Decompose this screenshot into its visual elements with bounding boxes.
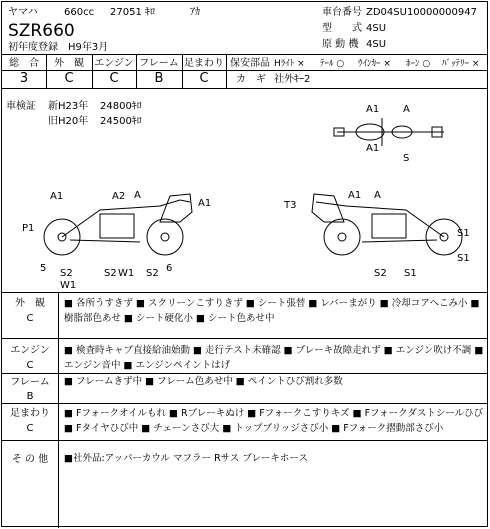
section-engine-label: エンジン xyxy=(10,345,50,356)
mark-left-a1b: A1 xyxy=(198,198,212,209)
grade-value-frame: B xyxy=(154,71,164,86)
part-headlight: Hﾗｲﾄ × xyxy=(274,59,305,69)
section-exterior-notes: ■ 各所うすきず ■ スクリーンこすりきず ■ シート張替 ■ レバーまがり ■ 冷却コアへこみ小 ■ 樹脂部色あせ ■ シート硬化小 ■ シート色あせ中 xyxy=(64,298,480,324)
mark-left-a: A xyxy=(134,190,141,201)
mark-left-a1: A1 xyxy=(50,191,64,202)
mileage: 27051 ｷﾛ xyxy=(110,7,155,18)
key-value: 社外ｷｰ2 xyxy=(274,74,311,85)
mark-left-5: 5 xyxy=(40,263,47,274)
mark-top-s: S xyxy=(403,153,410,164)
section-exterior-label: 外 観 xyxy=(15,298,45,309)
mark-left-s2: S2 xyxy=(60,268,73,279)
engine-label: 原 動 機 xyxy=(322,39,359,50)
mark-right-s1c: S1 xyxy=(404,268,417,279)
grade-value-suspension: C xyxy=(199,71,209,86)
mark-left-6: 6 xyxy=(166,263,173,274)
grade-header-suspension: 足まわり xyxy=(184,58,224,69)
mark-left-s2c: S2 xyxy=(146,268,159,279)
mark-left-w1b: W1 xyxy=(118,268,135,279)
inspection-old-date: 旧H20年 xyxy=(48,116,89,127)
mark-right-s2: S2 xyxy=(374,268,387,279)
mark-top-a1b: A1 xyxy=(366,143,380,154)
frame-no: ZD04SU10000000947 xyxy=(366,7,477,18)
safety-parts-label: 保安部品 xyxy=(230,58,270,69)
mark-left-a2: A2 xyxy=(112,191,126,202)
mark-left-p1: P1 xyxy=(22,223,35,234)
inspection-new-date: 新H23年 xyxy=(48,101,89,112)
color: ｱｶ xyxy=(190,7,200,18)
type-value: 4SU xyxy=(366,23,387,34)
section-exterior-grade: C xyxy=(26,313,34,324)
frame-no-label: 車台番号 xyxy=(322,7,362,18)
grade-header-engine: エンジン xyxy=(94,58,134,69)
section-suspension-grade: C xyxy=(26,423,34,434)
grade-header-frame: フレーム xyxy=(139,58,179,69)
inspection-old-km: 24500ｷﾛ xyxy=(100,116,142,127)
mark-right-s1b: S1 xyxy=(457,253,470,264)
first-registration: 初年度登録 H9年3月 xyxy=(8,42,109,53)
mark-right-t3: T3 xyxy=(284,200,297,211)
grade-value-exterior: C xyxy=(64,71,74,86)
engine-value: 4SU xyxy=(366,39,387,50)
maker: ヤマハ xyxy=(8,7,38,18)
part-battery: ﾊﾞｯﾃﾘｰ × xyxy=(442,59,480,69)
mark-left-s2b: S2 xyxy=(104,268,117,279)
grade-value-overall: 3 xyxy=(19,71,29,86)
section-frame-label: フレーム xyxy=(10,377,50,388)
displacement: 660cc xyxy=(64,7,95,18)
mark-left-w1: W1 xyxy=(60,280,77,291)
section-suspension-label: 足まわり xyxy=(10,408,50,419)
inspection-new-km: 24800ｷﾛ xyxy=(100,101,142,112)
mark-top-a: A xyxy=(403,104,410,115)
model-name: SZR660 xyxy=(8,21,75,41)
mark-right-a: A xyxy=(374,190,381,201)
part-horn: ﾎｰﾝ ○ xyxy=(406,59,431,69)
section-other-label: そ の 他 xyxy=(11,454,49,465)
section-engine-grade: C xyxy=(26,360,34,371)
part-winker: ｳｲﾝｶｰ × xyxy=(358,59,391,69)
section-other-notes: ■社外品:アッパーカウル マフラー Rサス ブレーキホース xyxy=(64,453,308,464)
bike-right-view-diagram xyxy=(302,192,467,262)
mark-top-a1: A1 xyxy=(366,104,380,115)
type-label: 型 式 xyxy=(322,23,362,34)
part-taillight: ﾃｰﾙ ○ xyxy=(320,59,345,69)
grade-header-exterior: 外 観 xyxy=(54,58,84,69)
section-frame-notes: ■ フレームきず中 ■ フレーム色あせ中 ■ ペイントひび割れ多数 xyxy=(64,376,343,387)
section-frame-grade: B xyxy=(26,391,34,402)
key-label: カ ギ xyxy=(236,74,266,85)
grade-header-overall: 総 合 xyxy=(9,58,39,69)
mark-right-s1: S1 xyxy=(457,228,470,239)
inspection-label: 車検証 xyxy=(6,101,36,112)
inspection-sheet xyxy=(1,1,488,527)
mark-right-a1: A1 xyxy=(348,190,362,201)
bike-left-view-diagram xyxy=(40,192,205,262)
section-suspension-notes: ■ Fフォークオイルもれ ■ Rブレーキぬけ ■ Fフォークこすりキズ ■ Fフォークダストシールひび ■ Fタイヤひび中 ■ チェーンさび大 ■ トップブリッジさび小 ■ Fフォーク摺動部さび小 xyxy=(64,408,484,434)
bike-top-view-diagram xyxy=(332,110,452,154)
grade-value-engine: C xyxy=(109,71,119,86)
section-engine-notes: ■ 検査時キャブ直接給油始動 ■ 走行テスト未確認 ■ ブレーキ故障走れず ■ エンジン吹け不調 ■ エンジン音中 ■ エンジンペイントはげ xyxy=(64,345,484,371)
